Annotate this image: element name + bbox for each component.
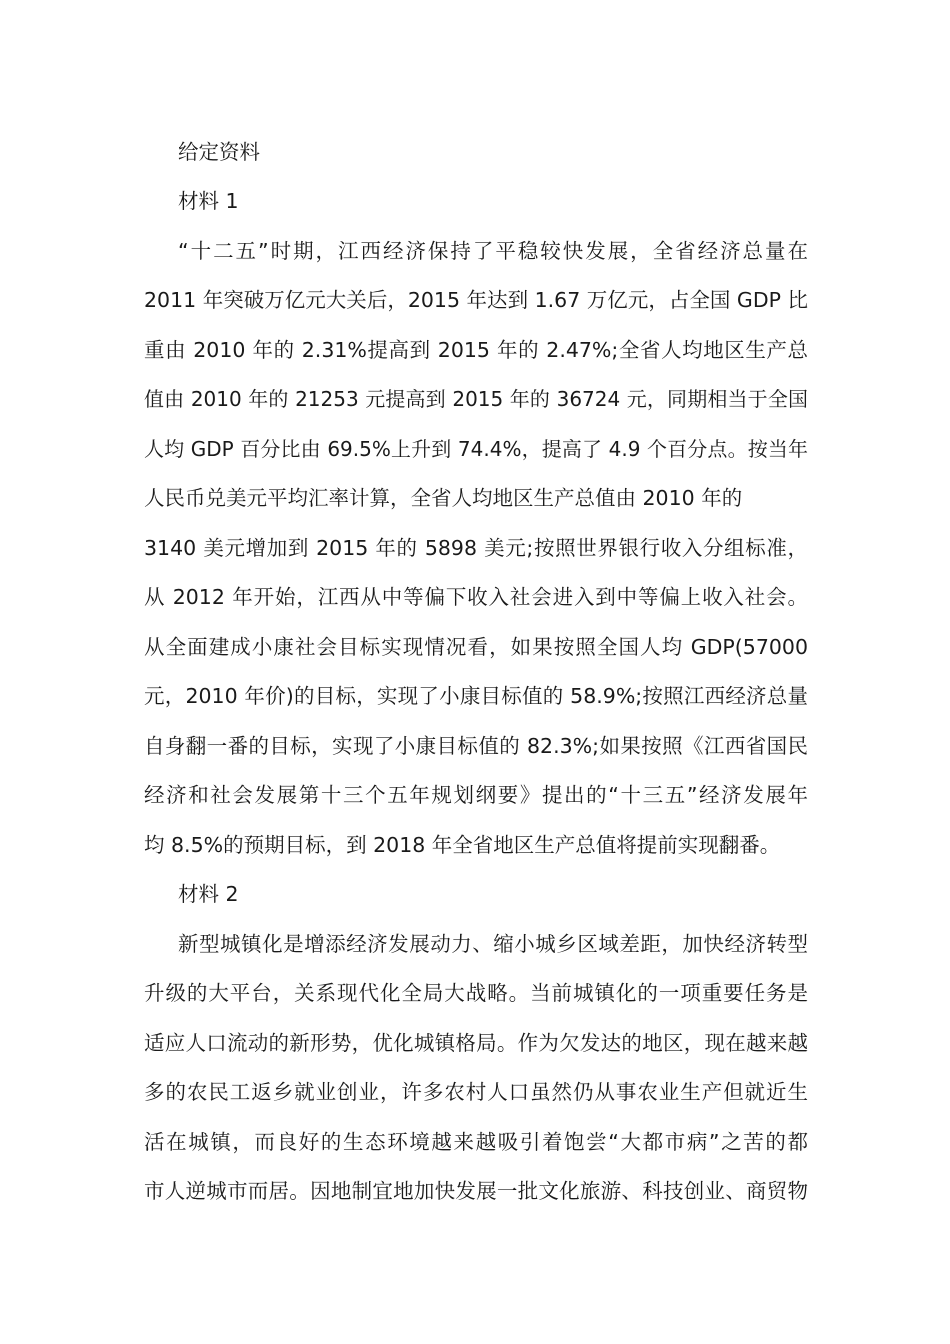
material-1-line: 元，2010 年价)的目标，实现了小康目标值的 58.9%;按照江西经济总量	[144, 684, 808, 708]
material-1-line: 均 8.5%的预期目标，到 2018 年全省地区生产总值将提前实现翻番。	[144, 833, 781, 857]
material-1-line: 值由 2010 年的 21253 元提高到 2015 年的 36724 元，同期相当于全国	[144, 387, 808, 411]
material-2-line: 新型城镇化是增添经济发展动力、缩小城乡区域差距，加快经济转型	[178, 932, 808, 956]
material-2-line: 适应人口流动的新形势，优化城镇格局。作为欠发达的地区，现在越来越	[144, 1031, 808, 1055]
material-1-line: 重由 2010 年的 2.31%提高到 2015 年的 2.47%;全省人均地区生产总	[144, 338, 808, 362]
material-1-line: 人民币兑美元平均汇率计算，全省人均地区生产总值由 2010 年的	[144, 486, 743, 510]
material-1-line: 3140 美元增加到 2015 年的 5898 美元;按照世界银行收入分组标准，	[144, 536, 808, 560]
material-1-line: 从全面建成小康社会目标实现情况看，如果按照全国人均 GDP(57000	[144, 635, 808, 659]
material-2-line: 升级的大平台，关系现代化全局大战略。当前城镇化的一项重要任务是	[144, 981, 808, 1005]
material-2-line: 活在城镇，而良好的生态环境越来越吸引着饱尝“大都市病”之苦的都	[144, 1130, 808, 1154]
material-1-line: 人均 GDP 百分比由 69.5%上升到 74.4%，提高了 4.9 个百分点。按当年	[144, 437, 808, 461]
material-2-line: 市人逆城市而居。因地制宜地加快发展一批文化旅游、科技创业、商贸物	[144, 1179, 808, 1203]
material-1-line: “十二五”时期，江西经济保持了平稳较快发展，全省经济总量在	[178, 239, 808, 263]
material-1-line: 2011 年突破万亿元大关后，2015 年达到 1.67 万亿元，占全国 GDP 比	[144, 288, 808, 312]
material-1-line: 自身翻一番的目标，实现了小康目标值的 82.3%;如果按照《江西省国民	[144, 734, 808, 758]
document-title: 给定资料	[178, 140, 260, 164]
material-2-label: 材料 2	[178, 882, 239, 906]
material-1-line: 从 2012 年开始，江西从中等偏下收入社会进入到中等偏上收入社会。	[144, 585, 808, 609]
material-1-line: 经济和社会发展第十三个五年规划纲要》提出的“十三五”经济发展年	[144, 783, 808, 807]
material-1-label: 材料 1	[178, 189, 239, 213]
material-2-line: 多的农民工返乡就业创业，许多农村人口虽然仍从事农业生产但就近生	[144, 1080, 808, 1104]
